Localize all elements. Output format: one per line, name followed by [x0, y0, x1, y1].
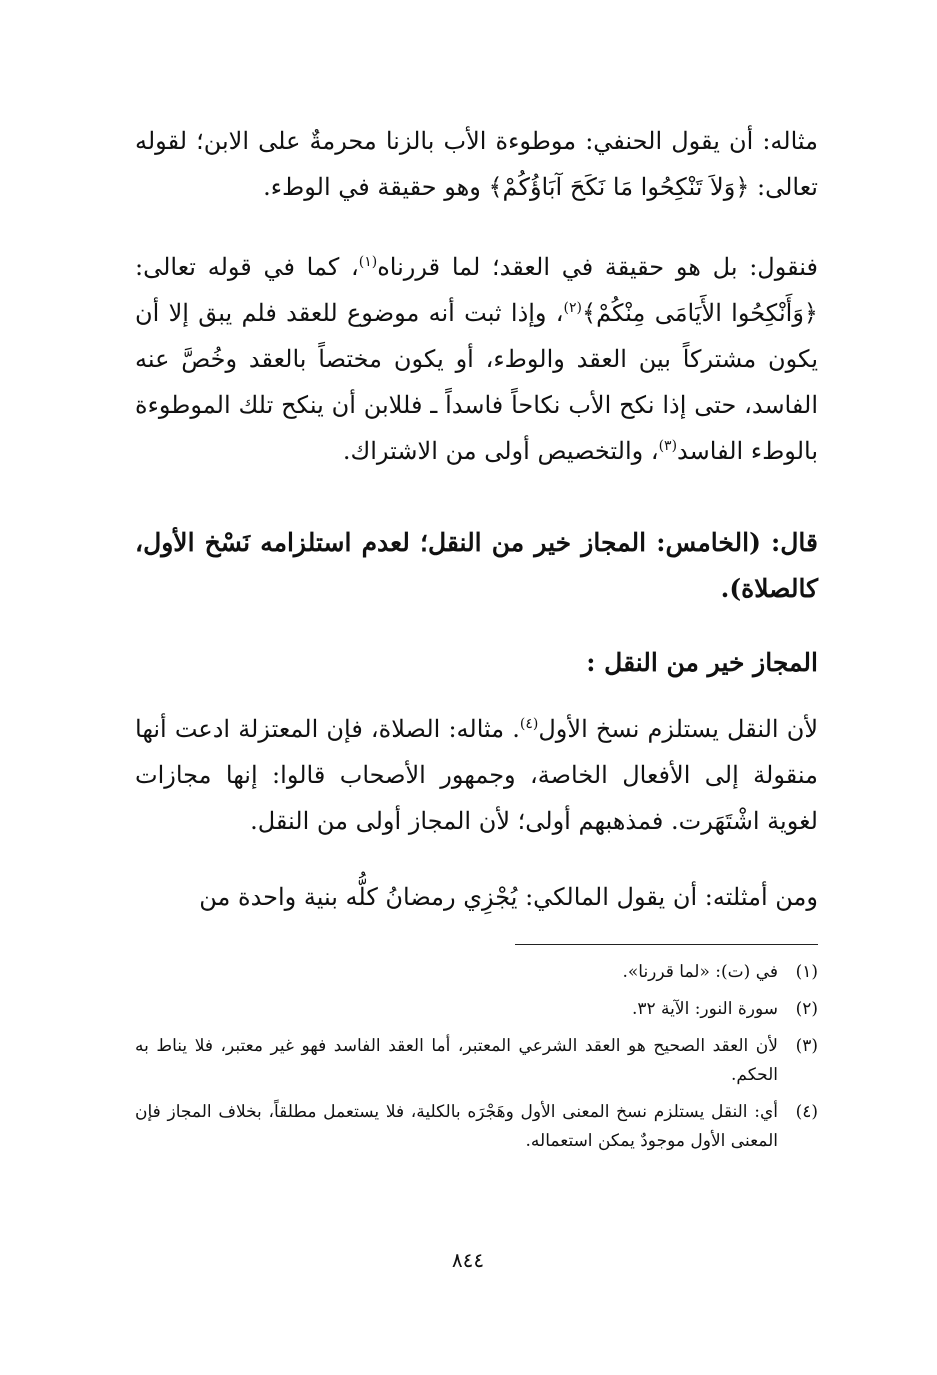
footnote-1-text: في (ت): «لما قررنا». [622, 962, 778, 982]
page-number: ٨٤٤ [451, 1248, 485, 1272]
paragraph-4-part-b: . مثاله: الصلاة، فإن المعتزلة ادعت أنها منقولة إلى الأفعال الخاصة، وجمهور الأصحاب قالوا: إنها مجازات لغوية اشْتَهَرت. فمذهبهم أولى؛ لأن المجاز أولى من النقل. [135, 715, 818, 835]
footnote-2 [135, 995, 818, 1024]
footnotes [135, 958, 818, 1164]
footnote-ref-1: (١) [358, 254, 378, 270]
footnote-2-text: سورة النور: الآية ٣٢. [631, 999, 778, 1019]
paragraph-3-text: قال: (الخامس: المجاز خير من النقل؛ لعدم استلزامه نَسْخ الأول، كالصلاة). [135, 528, 818, 603]
footnote-ref-4: (٤) [519, 716, 539, 732]
paragraph-5-text: ومن أمثلته: أن يقول المالكي: يُجْزِي رمضانُ كلُّه بنية واحدة من [199, 883, 818, 911]
paragraph-2-part-d: ، والتخصيص أولى من الاشتراك. [342, 437, 659, 465]
paragraph-2 [135, 244, 818, 474]
paragraph-4 [135, 706, 818, 844]
paragraph-2-part-b: ، كما في قوله تعالى: ﴿وَأَنْكِحُوا الأَيَامَى مِنْكُمْ﴾ [135, 253, 818, 327]
footnote-separator [515, 944, 818, 945]
paragraph-5 [135, 874, 818, 920]
footnote-ref-2: (٢) [563, 300, 583, 316]
footnote-ref-3: (٣) [658, 438, 678, 454]
footnote-4-number: (٤) [795, 1102, 818, 1122]
paragraph-1 [135, 118, 818, 210]
footnote-1-number: (١) [795, 962, 818, 982]
section-heading: المجاز خير من النقل : [586, 648, 818, 677]
footnote-3-text: لأن العقد الصحيح هو العقد الشرعي المعتبر، أما العقد الفاسد فهو غير معتبر، فلا يناط به الحكم. [135, 1036, 778, 1085]
paragraph-3-quote [135, 520, 818, 612]
footnote-4 [135, 1098, 818, 1156]
footnote-4-text: أي: النقل يستلزم نسخ المعنى الأول وهَجْرَه بالكلية، فلا يستعمل مطلقاً، بخلاف المجاز فإن المعنى الأول موجودٌ يمكن استعماله. [135, 1102, 778, 1151]
paragraph-2-part-a: فنقول: بل هو حقيقة في العقد؛ لما قررناه [377, 253, 819, 281]
footnote-3 [135, 1032, 818, 1090]
paragraph-2-part-c: ، وإذا ثبت أنه موضوع للعقد فلم يبق إلا أن يكون مشتركاً بين العقد والوطء، أو يكون مختصاً بالعقد وخُصَّ عنه الفاسد، حتى إذا نكح الأب نكاحاً فاسداً ـ فللابن أن ينكح تلك الموطوءة بالوطء الفاسد [135, 299, 818, 465]
paragraph-4-part-a: لأن النقل يستلزم نسخ الأول [538, 715, 819, 743]
paragraph-2-text [135, 244, 818, 474]
footnote-1 [135, 958, 818, 987]
paragraph-1-text: مثاله: أن يقول الحنفي: موطوءة الأب بالزنا محرمةٌ على الابن؛ لقوله تعالى: ﴿وَلاَ تَنْكِحُوا مَا نَكَحَ آبَاؤُكُمْ﴾ وهو حقيقة في الوطء. [135, 127, 818, 201]
footnote-3-number: (٣) [795, 1036, 818, 1056]
footnote-2-number: (٢) [795, 999, 818, 1019]
paragraph-4-text [135, 706, 818, 844]
